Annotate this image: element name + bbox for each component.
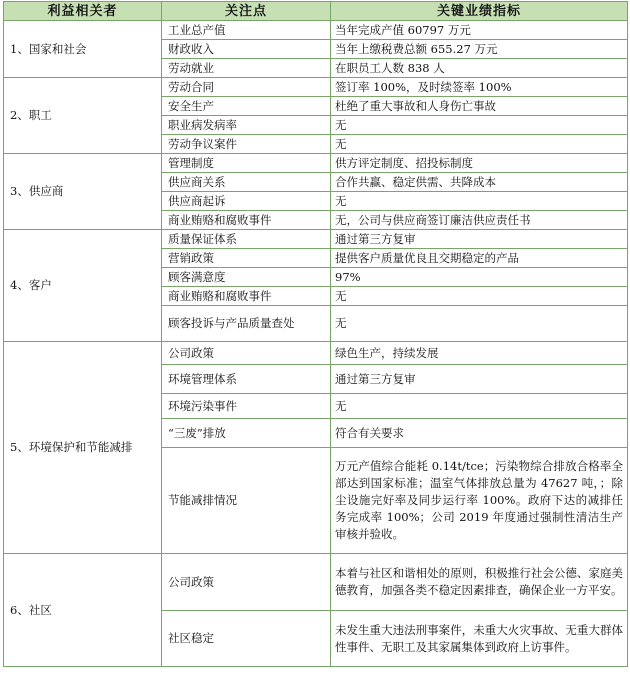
focus-cell: 营销政策 [162, 249, 331, 268]
focus-cell: 环境污染事件 [162, 394, 331, 419]
kpi-cell: 无 [331, 116, 628, 135]
focus-cell: 职业病发病率 [162, 116, 331, 135]
stakeholder-cell: 4、客户 [4, 230, 162, 342]
focus-cell: “三废”排放 [162, 419, 331, 448]
table-row [4, 230, 628, 249]
kpi-cell: 无 [331, 192, 628, 211]
focus-cell: 商业贿赂和腐败事件 [162, 287, 331, 306]
kpi-cell: 提供客户质量优良且交期稳定的产品 [331, 249, 628, 268]
table-row [4, 154, 628, 173]
kpi-cell: 97% [331, 268, 628, 287]
kpi-cell: 在职员工人数 838 人 [331, 59, 628, 78]
focus-cell: 公司政策 [162, 342, 331, 365]
kpi-cell: 通过第三方复审 [331, 365, 628, 394]
kpi-cell: 无 [331, 394, 628, 419]
focus-cell: 劳动就业 [162, 59, 331, 78]
table-row [4, 342, 628, 365]
table-row [4, 78, 628, 97]
focus-cell: 节能减排情况 [162, 448, 331, 554]
kpi-cell: 通过第三方复审 [331, 230, 628, 249]
table-row [4, 21, 628, 40]
kpi-cell: 万元产值综合能耗 0.14t/tce；污染物综合排放合格率全部达到国家标准；温室气体排放总量为 47627 吨，；除尘设施完好率及同步运行率 100%。政府下达的减排任务完成率 100%；公司 2019 年度通过强制性清洁生产审核并验收。 [331, 448, 628, 554]
kpi-cell: 符合有关要求 [331, 419, 628, 448]
table-row [4, 554, 628, 611]
header-kpi: 关键业绩指标 [331, 2, 628, 21]
stakeholder-cell: 3、供应商 [4, 154, 162, 230]
focus-cell: 环境管理体系 [162, 365, 331, 394]
kpi-cell: 绿色生产，持续发展 [331, 342, 628, 365]
focus-cell: 劳动争议案件 [162, 135, 331, 154]
kpi-cell: 无，公司与供应商签订廉洁供应责任书 [331, 211, 628, 230]
stakeholder-cell: 2、职工 [4, 78, 162, 154]
kpi-cell: 无 [331, 306, 628, 342]
table-header-row [4, 2, 628, 21]
focus-cell: 工业总产值 [162, 21, 331, 40]
focus-cell: 商业贿赂和腐败事件 [162, 211, 331, 230]
stakeholder-cell: 5、环境保护和节能减排 [4, 342, 162, 554]
focus-cell: 供应商起诉 [162, 192, 331, 211]
kpi-cell: 无 [331, 287, 628, 306]
focus-cell: 顾客投诉与产品质量查处 [162, 306, 331, 342]
focus-cell: 顾客满意度 [162, 268, 331, 287]
stakeholder-table [3, 1, 628, 667]
focus-cell: 质量保证体系 [162, 230, 331, 249]
kpi-cell: 杜绝了重大事故和人身伤亡事故 [331, 97, 628, 116]
focus-cell: 公司政策 [162, 554, 331, 611]
focus-cell: 管理制度 [162, 154, 331, 173]
focus-cell: 劳动合同 [162, 78, 331, 97]
focus-cell: 供应商关系 [162, 173, 331, 192]
kpi-cell: 当年完成产值 60797 万元 [331, 21, 628, 40]
kpi-cell: 签订率 100%，及时续签率 100% [331, 78, 628, 97]
focus-cell: 安全生产 [162, 97, 331, 116]
kpi-cell: 供方评定制度、招投标制度 [331, 154, 628, 173]
kpi-cell: 无 [331, 135, 628, 154]
kpi-cell: 当年上缴税费总额 655.27 万元 [331, 40, 628, 59]
header-focus: 关注点 [162, 2, 331, 21]
header-stakeholder: 利益相关者 [4, 2, 162, 21]
kpi-cell: 合作共赢、稳定供需、共降成本 [331, 173, 628, 192]
focus-cell: 社区稳定 [162, 611, 331, 667]
kpi-cell: 未发生重大违法刑事案件，未重大火灾事故、无重大群体性事件、无职工及其家属集体到政府上访事件。 [331, 611, 628, 667]
stakeholder-cell: 1、国家和社会 [4, 21, 162, 78]
stakeholder-cell: 6、社区 [4, 554, 162, 667]
kpi-cell: 本着与社区和谐相处的原则，积极推行社会公德、家庭美德教育，加强各类不稳定因素排查，确保企业一方平安。 [331, 554, 628, 611]
focus-cell: 财政收入 [162, 40, 331, 59]
